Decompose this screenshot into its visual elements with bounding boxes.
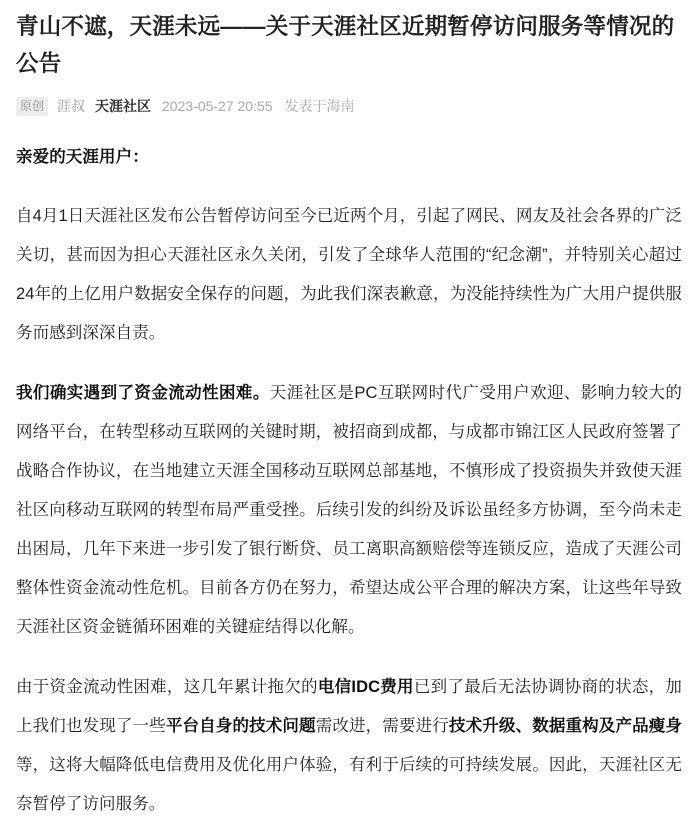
author-name[interactable]: 涯叔	[57, 98, 86, 114]
publish-location: 发表于海南	[284, 98, 355, 114]
emphasis-text: 技术升级、数据重构及产品瘦身	[448, 717, 682, 735]
page-title: 青山不遮，天涯未远——关于天涯社区近期暂停访问服务等情况的公告	[16, 14, 675, 76]
paragraph-2	[16, 374, 682, 647]
body-text: 已到了最后无法协调协商的状态，加上我们也发现了一些	[16, 678, 682, 735]
body-text: 等，这将大幅降低电信费用及优化用户体验，有利于后续的可持续发展。因此，天涯社区无奈暂停了访问服务。	[16, 756, 682, 813]
body-text: 自4月1日天涯社区发布公告暂停访问至今已近两个月，引起了网民、网友及社会各界的广泛关切，甚而因为担心天涯社区永久关闭，引发了全球华人范围的“纪念潮”，并特别关心超过 24年的上亿用户数据安全保存的问题，为此我们深表歉意，为没能持续性为广大用户提供服务而感到深深自责。	[16, 207, 682, 342]
paragraph-3	[16, 668, 682, 824]
body-text: 天涯社区是PC互联网时代广受用户欢迎、影响力较大的网络平台，在转型移动互联网的关键时期，被招商到成都，与成都市锦江区人民政府签署了战略合作协议，在当地建立天涯全国移动互联网总部基地，不慎形成了投资损失并致使天涯社区向移动互联网的转型布局严重受挫。后续引发的纠纷及诉讼虽经多方协调，至今尚未走出困局，几年下来进一步引发了银行断贷、员工离职高额赔偿等连锁反应，造成了天涯公司整体性资金流动性危机。目前各方仍在努力，希望达成公平合理的解决方案，让这些年导致天涯社区资金链循环困难的关键症结得以化解。	[16, 384, 683, 636]
article-header	[0, 0, 700, 82]
emphasis-text: 亲爱的天涯用户：	[16, 148, 149, 166]
original-badge: 原创	[16, 97, 48, 116]
salutation	[16, 138, 682, 177]
account-name[interactable]: 天涯社区	[95, 98, 152, 114]
paragraph-1	[16, 197, 682, 353]
body-text: 需改进，需要进行	[315, 717, 449, 735]
emphasis-text: 平台自身的技术问题	[165, 717, 316, 735]
emphasis-text: 电信IDC费用	[317, 678, 414, 696]
body-text: 由于资金流动性困难，这几年累计拖欠的	[16, 678, 318, 696]
publish-timestamp: 2023-05-27 20:55	[162, 98, 273, 114]
article-meta	[0, 82, 700, 116]
article-body	[0, 116, 700, 824]
emphasis-text: 我们确实遇到了资金流动性困难。	[16, 384, 270, 402]
